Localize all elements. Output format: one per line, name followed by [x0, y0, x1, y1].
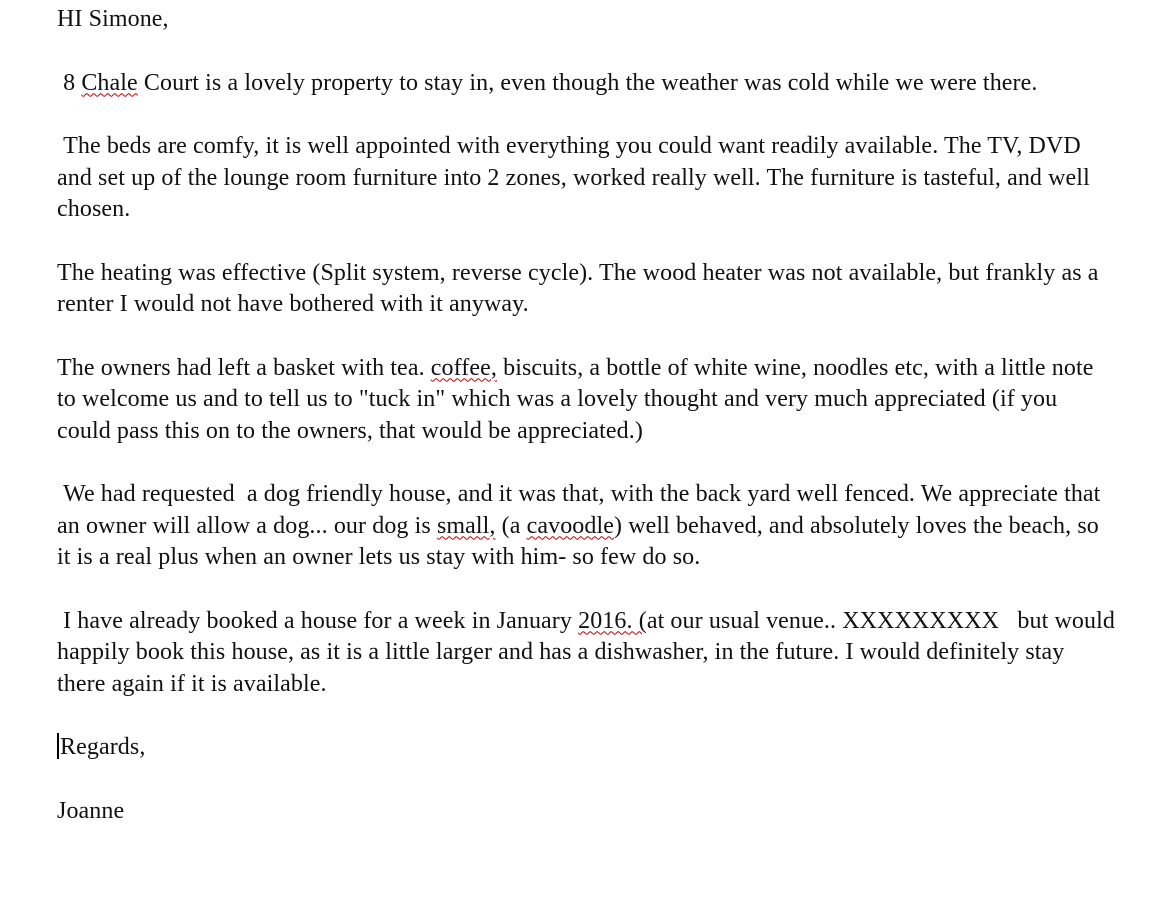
paragraph-beds: The beds are comfy, it is well appointed with everything you could want readily available. The TV, DVD and set up of the lounge room furniture into 2 zones, worked really well. The furniture is tasteful, and well chosen.: [57, 133, 1096, 222]
closing: Regards,: [60, 734, 146, 760]
paragraph-gap: [57, 36, 1117, 68]
closing-line: [57, 732, 1117, 764]
paragraph-basket-rest: biscuits, a bottle of white wine, noodles etc, with a little note to welcome us and to tell us to "tuck in" which was a lovely thought and very much appreciated (if you could pass this on to the owners, that would be appreciated.): [57, 354, 1100, 444]
spellcheck-word-coffee[interactable]: coffee,: [430, 354, 497, 381]
paragraph-gap: [57, 574, 1117, 606]
paragraph-basket-start: The owners had left a basket with tea.: [57, 354, 431, 381]
letter-body[interactable]: [57, 4, 1122, 827]
paragraph-gap: [57, 99, 1117, 131]
greeting: HI Simone,: [57, 6, 169, 32]
paragraph-booking-start: I have already booked a house for a week in January: [57, 607, 579, 634]
paragraph-booking: [57, 606, 1122, 701]
paragraph-dog-start: We had requested a dog friendly house, and it was that, with the back yard well fenced. We appreciate that an owner will allow a dog... our dog is: [57, 481, 1107, 539]
paragraph-dog: [57, 479, 1117, 574]
spellcheck-word-2016[interactable]: 2016. (: [578, 607, 647, 634]
paragraph-gap: [57, 447, 1117, 479]
paragraph-gap: [57, 321, 1117, 353]
paragraph-booking-rest: at our usual venue.. XXXXXXXXX but would happily book this house, as it is a little larger and has a dishwasher, in the future. I would definitely stay there again if it is available.: [57, 607, 1122, 697]
paragraph-gap: [57, 764, 1117, 796]
paragraph-gap: [57, 226, 1117, 258]
spellcheck-word-small[interactable]: small,: [436, 512, 496, 539]
paragraph-dog-rest: ) well behaved, and absolutely loves the beach, so it is a real plus when an owner lets us stay with him- so few do so.: [57, 512, 1105, 570]
paragraph-dog-mid: (a: [495, 512, 527, 539]
spellcheck-word-cavoodle[interactable]: cavoodle: [526, 512, 615, 539]
signature: Joanne: [57, 797, 125, 824]
paragraph-property-rest: Court is a lovely property to stay in, even though the weather was cold while we were there.: [137, 69, 1038, 96]
paragraph-heating: The heating was effective (Split system, reverse cycle). The wood heater was not available, but frankly as a renter I would not have bothered with it anyway.: [57, 259, 1105, 317]
paragraph-basket: [57, 353, 1117, 448]
paragraph-property-start: 8: [57, 69, 82, 96]
text-cursor: [57, 733, 59, 759]
paragraph-property: [57, 68, 1117, 100]
spellcheck-word-chale[interactable]: Chale: [81, 69, 138, 96]
paragraph-gap: [57, 700, 1117, 732]
